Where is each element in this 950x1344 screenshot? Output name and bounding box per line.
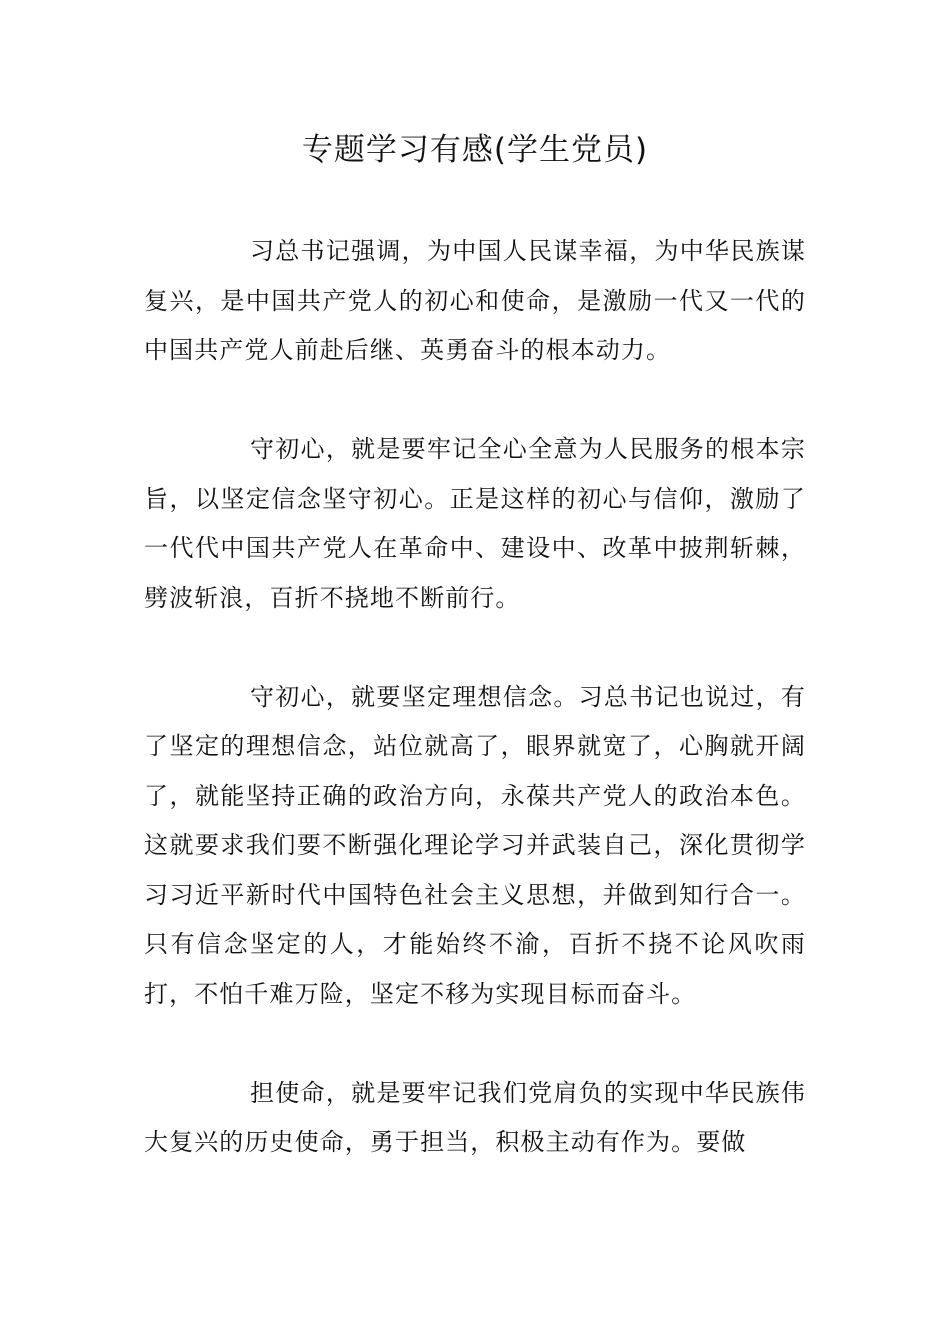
document-title: 专题学习有感(学生党员) <box>301 132 649 168</box>
paragraph-4: 担使命，就是要牢记我们党肩负的实现中华民族伟大复兴的历史使命，勇于担当，积极主动有作为。要做 <box>144 1078 806 1156</box>
document-body <box>144 227 806 1217</box>
paragraph-3: 守初心，就要坚定理想信念。习总书记也说过，有了坚定的理想信念，站位就高了，眼界就宽了，心胸就开阔了，就能坚持正确的政治方向，永葆共产党人的政治本色。这就要求我们要不断强化理论学习并武装自己，深化贯彻学习习近平新时代中国特色社会主义思想，并做到知行合一。只有信念坚定的人，才能始终不渝，百折不挠不论风吹雨打，不怕千难万险，坚定不移为实现目标而奋斗。 <box>144 682 806 1008</box>
paragraph-2: 守初心，就是要牢记全心全意为人民服务的根本宗旨，以坚定信念坚守初心。正是这样的初心与信仰，激励了一代代中国共产党人在革命中、建设中、改革中披荆斩棘，劈波斩浪，百折不挠地不断前行。 <box>144 435 806 612</box>
paragraph-1: 习总书记强调，为中国人民谋幸福，为中华民族谋复兴，是中国共产党人的初心和使命，是激励一代又一代的中国共产党人前赴后继、英勇奋斗的根本动力。 <box>144 237 806 364</box>
